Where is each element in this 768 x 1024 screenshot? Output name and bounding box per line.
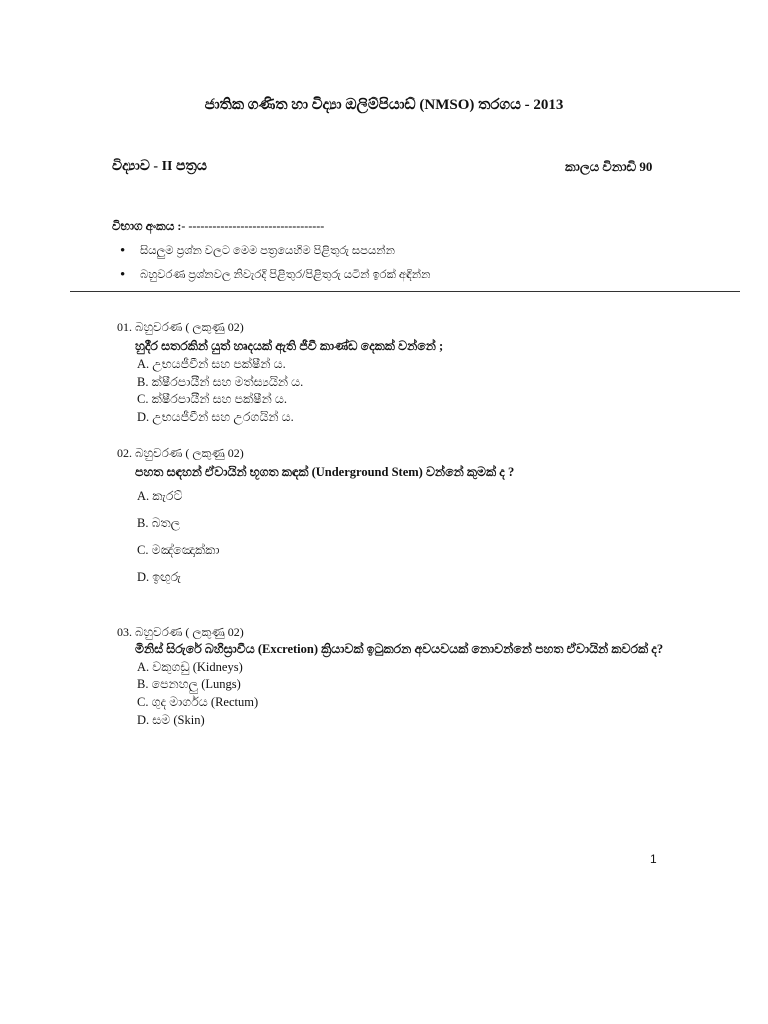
question-3-option-a: A. වකුගඩු (Kidneys) — [137, 660, 243, 674]
question-1-option-b: B. ක්ෂීරපායීන් සහ මත්ස්‍යයින් ය. — [137, 375, 304, 389]
question-2-option-d: D. ඉඟුරු — [137, 570, 181, 584]
question-3-option-b: B. පෙනහලු (Lungs) — [137, 677, 241, 691]
page-number: 1 — [650, 852, 657, 866]
question-2-text: පහත සඳහන් ඒවායින් භූගත කඳක් (Underground Stem) වන්නේ කුමක් ද ? — [135, 465, 515, 479]
question-2-option-b: B. බතල — [137, 516, 181, 530]
index-number-label: විභාග අංකය :- ---------------------------------- — [112, 219, 325, 233]
question-1-option-d: D. උභයජීවීන් සහ උරගයින් ය. — [137, 410, 294, 424]
question-1-option-c: C. ක්ෂීරපායීන් සහ පක්ෂීන් ය. — [137, 392, 288, 406]
instruction-item: • බහුවරණ ප්‍රශ්නවල නිවැරදි පිළිතුර/පිළිතුරු යටින් ඉරක් අඳින්න — [120, 267, 430, 291]
question-3-text: මිනිස් සිරුරේ බහිස්‍රාවීය (Excretion) ක්‍රියාවක් ඉටුකරන අවයවයක් නොවන්නේ පහත ඒවායින් කවරක් ද? — [135, 642, 664, 656]
question-3-option-c: C. ගුද මාර්ගය (Rectum) — [137, 695, 259, 709]
paper-subject: විද්‍යාව - II පත්‍රය — [112, 159, 207, 174]
question-1-option-a: A. උභයජීවීන් සහ පක්ෂීන් ය. — [137, 357, 286, 371]
paper-duration: කාලය විනාඩි 90 — [565, 159, 653, 174]
question-2-option-c: C. මඤ්ඤොක්කා — [137, 543, 220, 557]
question-2-header: 02. බහුවරණ ( ලකුණු 02) — [117, 446, 244, 460]
instruction-item: • සියලුම ප්‍රශ්න වලට මෙම පත්‍රයෙහිම පිළිතුරු සපයන්න — [120, 243, 430, 267]
divider-line — [70, 291, 740, 292]
question-1-header: 01. බහුවරණ ( ලකුණු 02) — [117, 320, 244, 334]
question-1-text: හුදීර සතරකින් යුත් හෘදයක් ඇති ජීවී කාණ්ඩ දෙකක් වන්නේ ; — [135, 339, 444, 353]
instructions-list — [120, 243, 430, 291]
question-2-option-a: A. කැරට් — [137, 489, 183, 503]
question-3-header: 03. බහුවරණ ( ලකුණු 02) — [117, 625, 244, 639]
page-title: ජාතික ගණිත හා විද්‍යා ඔලිම්පියාඩ් (NMSO) තරගය - 2013 — [204, 97, 564, 113]
question-3-option-d: D. සම (Skin) — [137, 713, 205, 727]
